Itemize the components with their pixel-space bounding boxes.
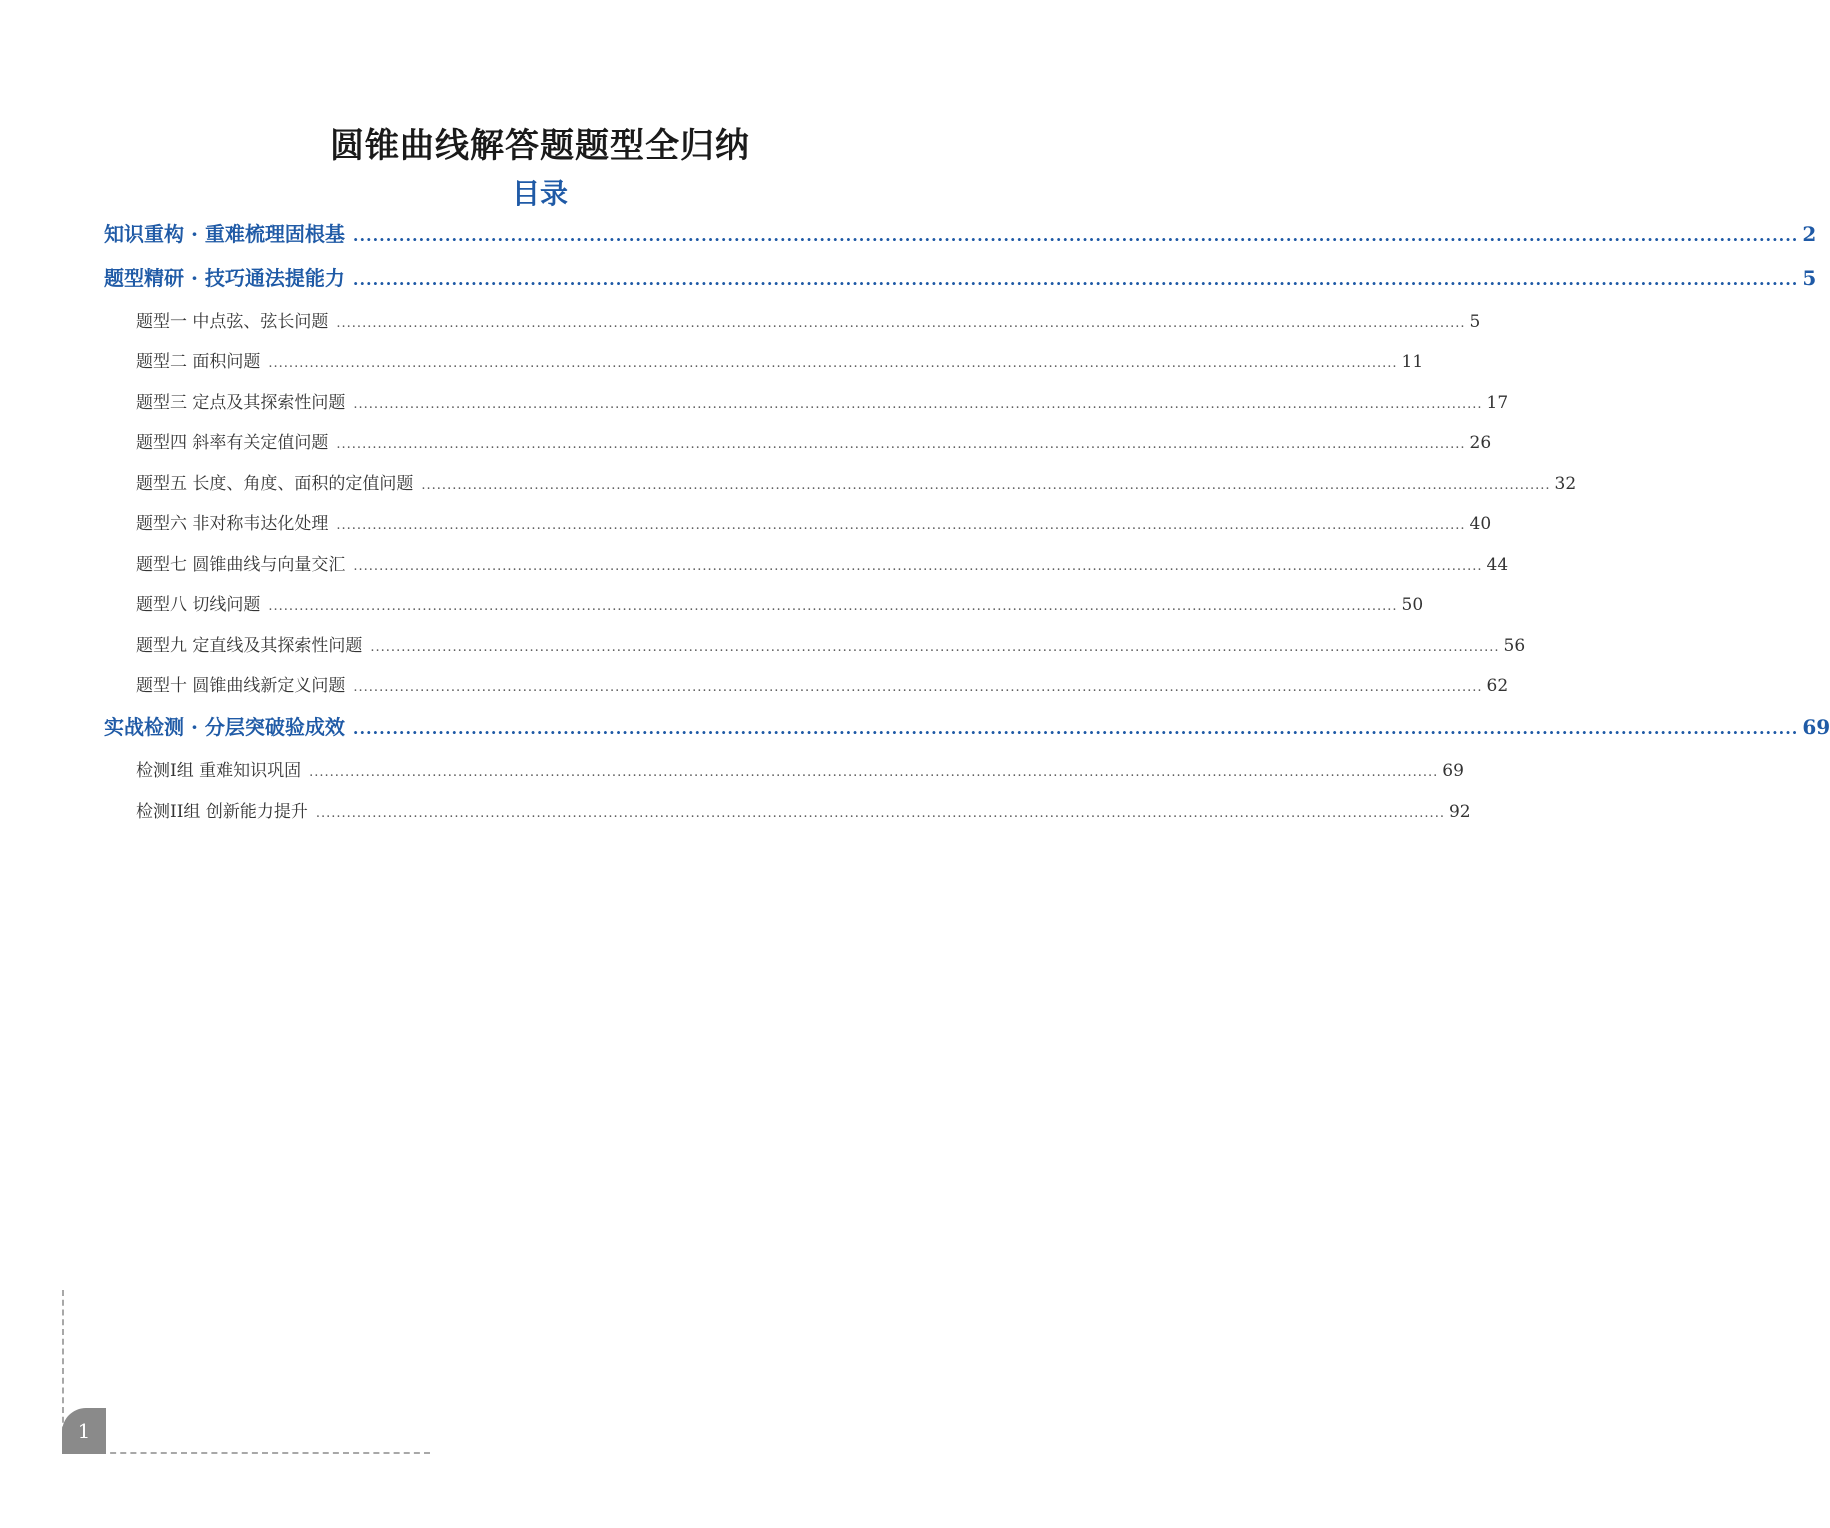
toc-entry-page: 44	[1486, 555, 1509, 575]
toc-leader-dots: ............................................................................................................................................................................................................................	[268, 599, 1398, 614]
toc-section-page: 69	[1802, 715, 1830, 739]
toc-entry-label: 题型一 中点弦、弦长问题	[136, 312, 329, 332]
toc-entry-page: 40	[1469, 514, 1492, 534]
toc-entry[interactable]	[136, 756, 1464, 784]
toc-leader-dots: ............................................................................................................................................................................................................................	[336, 437, 1466, 452]
toc-section-question-types[interactable]	[104, 262, 1817, 294]
toc-entry[interactable]	[136, 307, 1481, 335]
toc-entry[interactable]	[136, 469, 1577, 497]
toc-entry-page: 50	[1401, 595, 1424, 615]
toc-entry-page: 92	[1448, 802, 1471, 822]
toc-section-page: 2	[1802, 222, 1817, 246]
toc-entry-page: 62	[1486, 676, 1509, 696]
toc-entry-label: 题型十 圆锥曲线新定义问题	[136, 676, 346, 696]
toc-entry-label: 题型五 长度、角度、面积的定值问题	[136, 474, 414, 494]
toc-leader-dots: ............................................................................................................................................................................................................................	[421, 478, 1551, 493]
toc-leader-dots: ............................................................................................................................................................................................................................	[336, 518, 1466, 533]
toc-leader-dots: ............................................................................................................................................................................................................................	[268, 356, 1398, 371]
toc-entry-label: 题型八 切线问题	[136, 595, 261, 615]
toc-entry-page: 26	[1469, 433, 1492, 453]
toc-leader-dots: ............................................................................................................................................................................................................................	[353, 397, 1483, 412]
toc-entry[interactable]	[136, 671, 1509, 699]
toc-leader-dots: ............................................................................................................................................................................................................................	[370, 640, 1500, 655]
toc-entry-label: 题型四 斜率有关定值问题	[136, 433, 329, 453]
toc-entry-label: 检测I组 重难知识巩固	[136, 761, 302, 781]
toc-entry[interactable]	[136, 631, 1526, 659]
toc-leader-dots: ............................................................................................................................................................................................................................	[352, 226, 1799, 245]
toc-entry-label: 题型九 定直线及其探索性问题	[136, 636, 363, 656]
toc-entry-page: 69	[1442, 761, 1464, 781]
toc-section-label: 知识重构 · 重难梳理固根基	[104, 222, 345, 246]
toc-leader-dots: ............................................................................................................................................................................................................................	[309, 765, 1439, 780]
toc-section-label: 题型精研 · 技巧通法提能力	[104, 266, 345, 290]
toc-entry[interactable]	[136, 347, 1424, 375]
toc-entry-label: 题型三 定点及其探索性问题	[136, 393, 346, 413]
toc-entry[interactable]	[136, 388, 1509, 416]
page-number: 1	[62, 1408, 106, 1454]
toc-entry-page: 11	[1401, 352, 1424, 372]
toc-section-label: 实战检测 · 分层突破验成效	[104, 715, 345, 739]
toc-entry[interactable]	[136, 590, 1424, 618]
toc-entry-page: 56	[1503, 636, 1526, 656]
toc-entry-label: 题型二 面积问题	[136, 352, 261, 372]
toc-leader-dots: ............................................................................................................................................................................................................................	[353, 559, 1483, 574]
toc-leader-dots: ............................................................................................................................................................................................................................	[336, 316, 1466, 331]
toc-section-practice-test[interactable]	[104, 711, 1830, 743]
toc-section-knowledge[interactable]	[104, 218, 1817, 250]
toc-entry-page: 32	[1554, 474, 1577, 494]
toc-entry[interactable]	[136, 509, 1492, 537]
toc-entry-label: 题型六 非对称韦达化处理	[136, 514, 329, 534]
toc-heading: 目录	[511, 177, 568, 210]
toc-entry-page: 17	[1486, 393, 1509, 413]
toc-entry-page: 5	[1469, 312, 1481, 332]
toc-entry-label: 题型七 圆锥曲线与向量交汇	[136, 555, 346, 575]
document-title: 圆锥曲线解答题题型全归纳	[330, 126, 750, 166]
toc-section-page: 5	[1802, 266, 1817, 290]
toc-entry[interactable]	[136, 428, 1492, 456]
page-dashed-border-bottom	[100, 1452, 430, 1454]
toc-entry[interactable]	[136, 797, 1471, 825]
toc-leader-dots: ............................................................................................................................................................................................................................	[352, 719, 1799, 738]
toc-entry-label: 检测II组 创新能力提升	[136, 802, 308, 822]
toc-leader-dots: ............................................................................................................................................................................................................................	[353, 680, 1483, 695]
toc-entry[interactable]	[136, 550, 1509, 578]
toc-leader-dots: ............................................................................................................................................................................................................................	[352, 270, 1799, 289]
toc-leader-dots: ............................................................................................................................................................................................................................	[315, 806, 1445, 821]
